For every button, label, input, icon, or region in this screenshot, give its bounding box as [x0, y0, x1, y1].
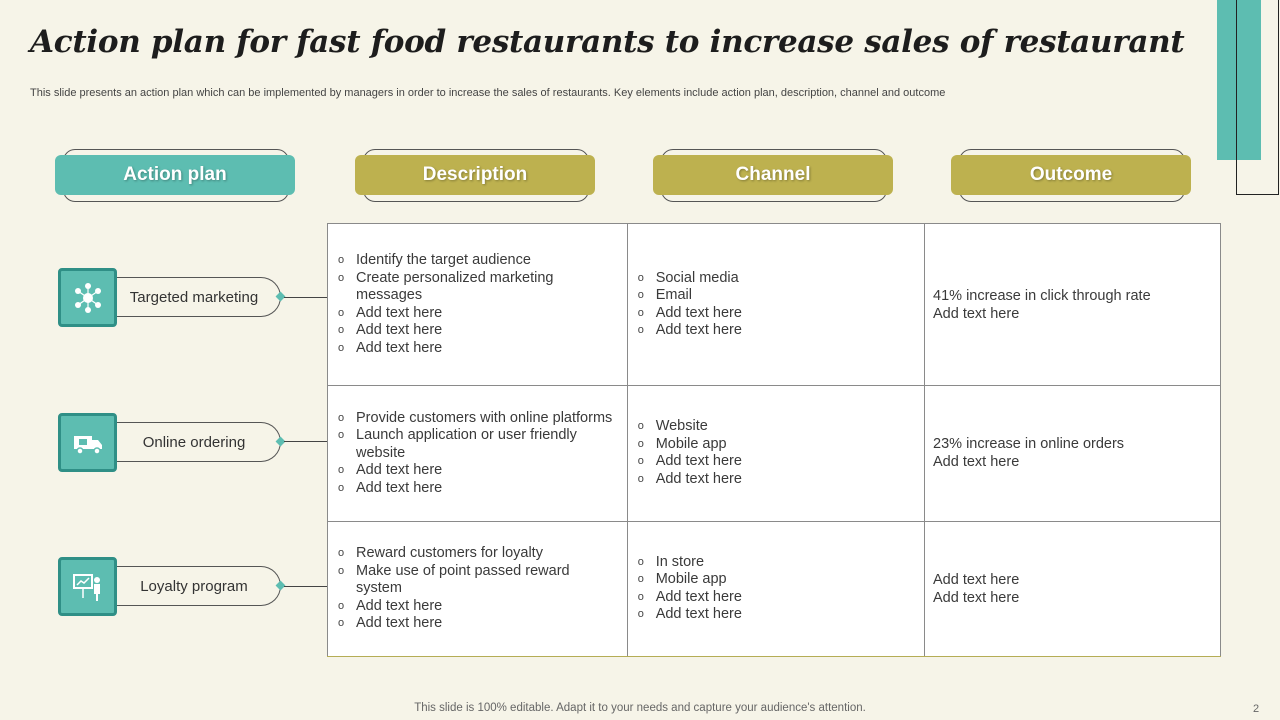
- connector-line: [284, 441, 327, 442]
- list-item: o Provide customers with online platforms: [356, 410, 619, 428]
- outcome-line: Add text here: [933, 589, 1020, 606]
- outcome-line: 41% increase in click through rate: [933, 287, 1151, 304]
- list-item: o Reward customers for loyalty: [356, 545, 619, 563]
- header-label: Description: [355, 155, 595, 195]
- list-item: o Mobile app: [656, 571, 916, 589]
- list-item: o Mobile app: [656, 436, 916, 454]
- connector-line: [284, 297, 327, 298]
- list-item: o Add text here: [656, 606, 916, 624]
- outcome-cell: [925, 521, 1221, 656]
- decorative-outline-bar: [1236, 0, 1279, 195]
- row-label-targeted-marketing: [58, 268, 288, 328]
- list-item: o Identify the target audience: [356, 252, 619, 270]
- delivery-truck-icon: [58, 413, 117, 472]
- header-outcome: [951, 149, 1191, 204]
- description-cell: [328, 521, 628, 656]
- list-item: o Add text here: [656, 453, 916, 471]
- slide-subtitle: This slide presents an action plan which can be implemented by managers in order to increase the sales of restaurants. Key elements include action plan, description, channel and outcome: [30, 87, 946, 99]
- header-label: Action plan: [55, 155, 295, 195]
- list-item: o Make use of point passed reward system: [356, 563, 619, 598]
- header-action-plan: [55, 149, 295, 204]
- outcome-line: Add text here: [933, 305, 1020, 322]
- table-row: [328, 386, 1221, 521]
- presentation-board-icon: [58, 557, 117, 616]
- outcome-cell: [925, 224, 1221, 386]
- list-item: o Add text here: [656, 322, 916, 340]
- row-label-text: Online ordering: [108, 422, 281, 462]
- outcome-line: Add text here: [933, 571, 1020, 588]
- list-item: o Social media: [656, 270, 916, 288]
- list-item: o Add text here: [656, 471, 916, 489]
- slide-title: Action plan for fast food restaurants to increase sales of restaurant: [30, 24, 1185, 60]
- list-item: o Launch application or user friendly website: [356, 427, 619, 462]
- list-item: o In store: [656, 554, 916, 572]
- header-channel: [653, 149, 893, 204]
- row-label-loyalty-program: [58, 557, 288, 617]
- list-item: o Add text here: [356, 305, 619, 323]
- description-cell: [328, 386, 628, 521]
- row-label-text: Loyalty program: [108, 566, 281, 606]
- list-item: o Add text here: [356, 598, 619, 616]
- outcome-line: 23% increase in online orders: [933, 436, 1125, 453]
- table-row: [328, 521, 1221, 656]
- footer-note: This slide is 100% editable. Adapt it to your needs and capture your audience's attention.: [414, 702, 866, 714]
- network-people-icon: [58, 268, 117, 327]
- header-label: Channel: [653, 155, 893, 195]
- row-label-online-ordering: [58, 413, 288, 473]
- action-plan-table: [327, 223, 1221, 657]
- list-item: o Website: [656, 418, 916, 436]
- row-label-text: Targeted marketing: [108, 277, 281, 317]
- list-item: o Add text here: [356, 615, 619, 633]
- connector-line: [284, 586, 327, 587]
- outcome-cell: [925, 386, 1221, 521]
- list-item: o Add text here: [656, 589, 916, 607]
- list-item: o Create personalized marketing messages: [356, 270, 619, 305]
- list-item: o Add text here: [356, 480, 619, 498]
- list-item: o Email: [656, 287, 916, 305]
- table-row: [328, 224, 1221, 386]
- page-number: 2: [1253, 703, 1260, 715]
- header-label: Outcome: [951, 155, 1191, 195]
- list-item: o Add text here: [356, 462, 619, 480]
- channel-cell: [627, 386, 924, 521]
- header-description: [355, 149, 595, 204]
- outcome-line: Add text here: [933, 454, 1020, 471]
- channel-cell: [627, 521, 924, 656]
- description-cell: [328, 224, 628, 386]
- list-item: o Add text here: [656, 305, 916, 323]
- channel-cell: [627, 224, 924, 386]
- list-item: o Add text here: [356, 322, 619, 340]
- list-item: o Add text here: [356, 340, 619, 358]
